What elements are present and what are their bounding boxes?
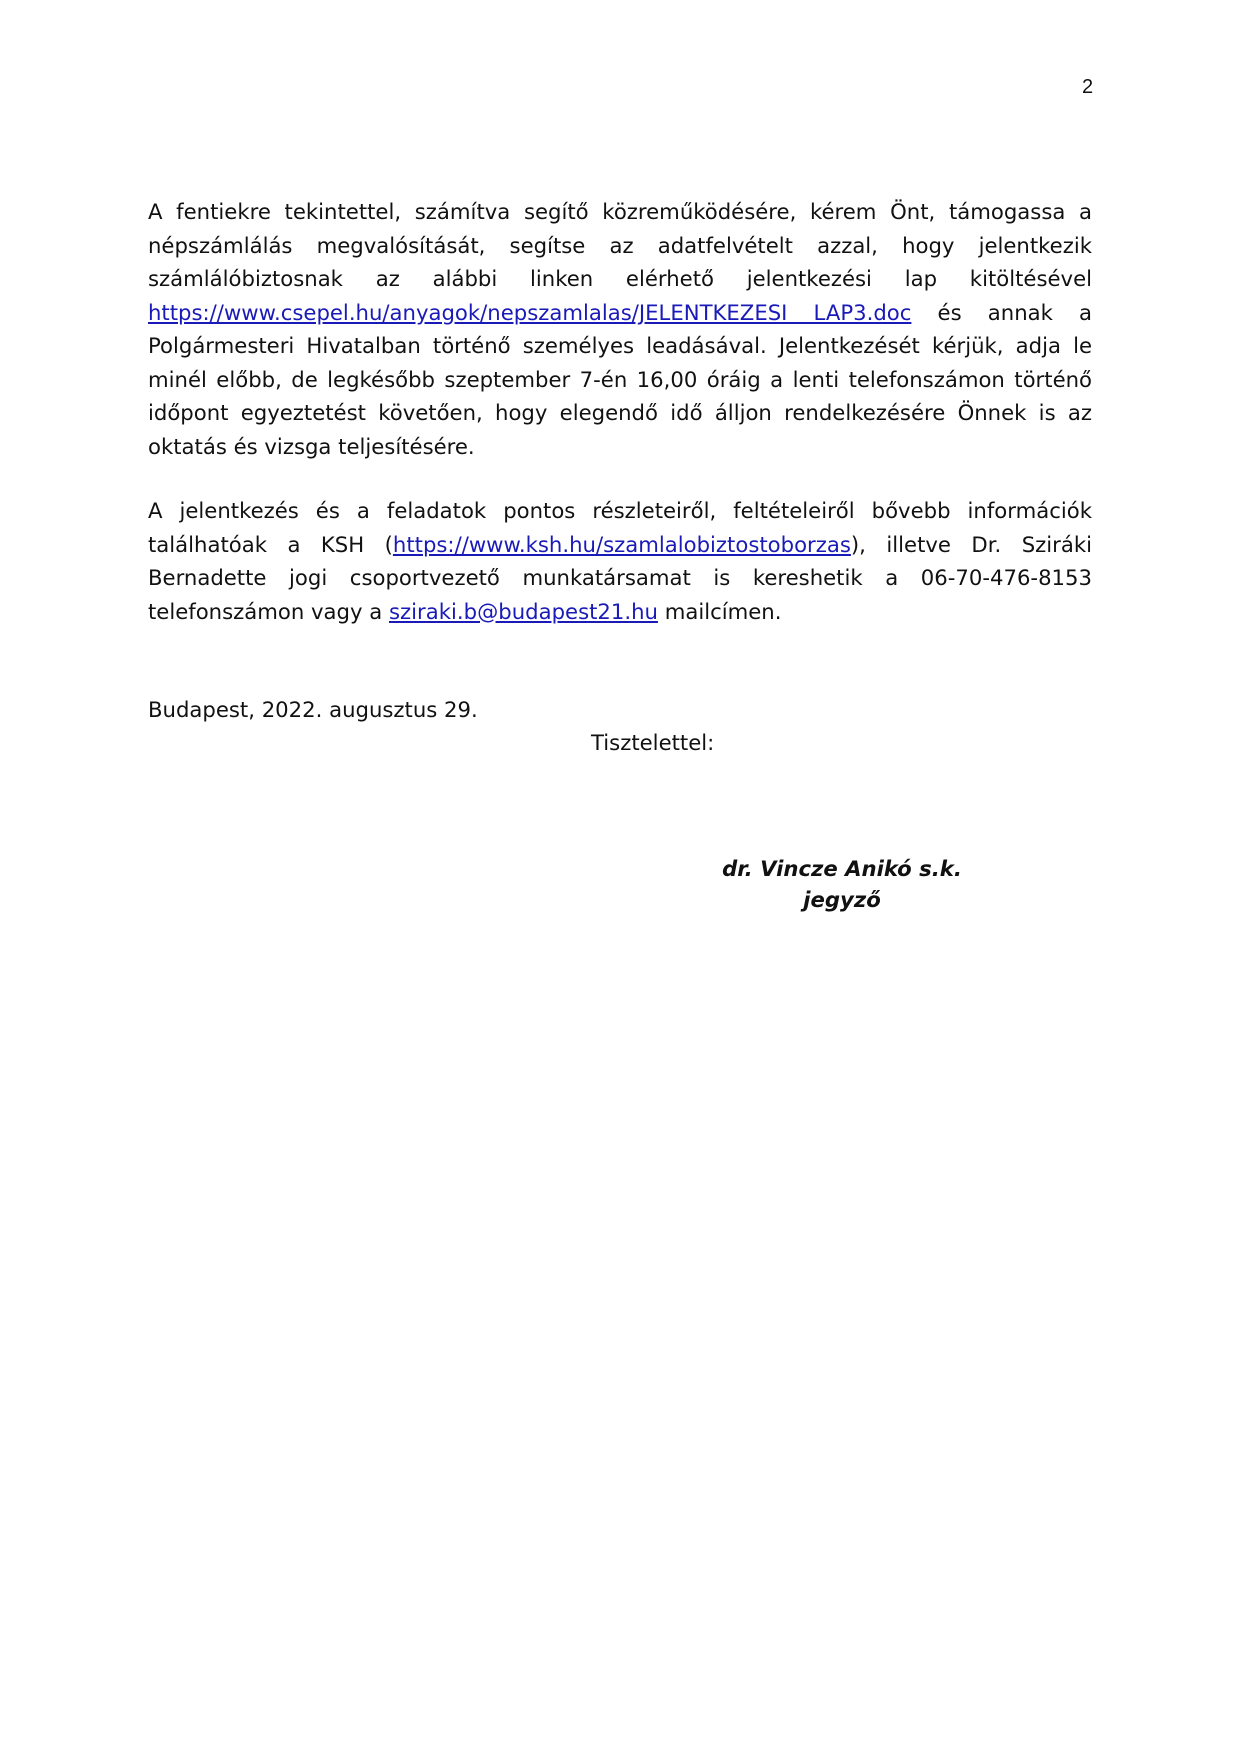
paragraph-text: A jelentkezés és a feladatok pontos részleteiről, feltételeiről bővebb információk találhatóak a KSH ( <box>148 498 1092 557</box>
paragraph-text: mailcímen. <box>657 598 782 624</box>
ksh-link[interactable]: https://www.ksh.hu/szamlalobiztostoborzas <box>392 531 851 557</box>
signature-block <box>702 853 982 915</box>
closing-salutation: Tisztelettel: <box>591 730 715 755</box>
paragraph-application <box>148 195 1092 463</box>
page-number: 2 <box>1082 76 1094 98</box>
paragraph-text: és annak a Polgármesteri Hivatalban történő személyes leadásával. Jelentkezését kérjük, adja le minél előbb, de legkésőbb szeptember 7-én 16,00 óráig a lenti telefonszámon történő időpont egyeztetést követően, hogy elegendő idő álljon rendelkezésére Önnek is az oktatás és vizsga teljesítésére. <box>148 299 1093 459</box>
place-date: Budapest, 2022. augusztus 29. <box>148 697 478 722</box>
paragraph-contact <box>148 494 1092 628</box>
paragraph-text: A fentiekre tekintettel, számítva segítő közreműködésére, kérem Önt, támogassa a népszámlálás megvalósítását, segítse az adatfelvételt azzal, hogy jelentkezik számlálóbiztosnak az alábbi linken elérhető jelentkezési lap kitöltésével <box>148 199 1092 291</box>
application-form-link[interactable]: https://www.csepel.hu/anyagok/nepszamlalas/JELENTKEZESI LAP3.doc <box>148 299 912 325</box>
signer-title: jegyző <box>803 887 881 912</box>
paragraph-text: ), illetve Dr. Sziráki Bernadette jogi csoportvezető munkatársamat is kereshetik a 06-70-476-8153 telefonszámon vagy a <box>148 531 1092 624</box>
signer-name: dr. Vincze Anikó s.k. <box>722 856 962 881</box>
email-link[interactable]: sziraki.b@budapest21.hu <box>389 598 658 624</box>
